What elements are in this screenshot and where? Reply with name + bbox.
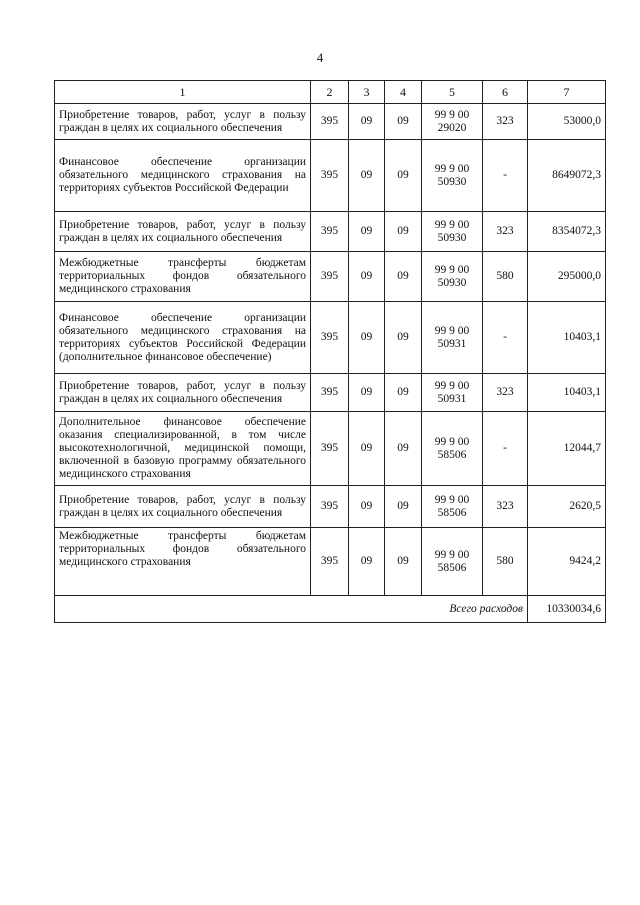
row-col4: 09 (385, 302, 422, 374)
row-col5 (422, 412, 483, 486)
header-cell: 1 (55, 81, 311, 104)
row-col2: 395 (311, 302, 349, 374)
row-col7: 12044,7 (528, 412, 606, 486)
row-name: Межбюджетные трансферты бюджетам территориальных фондов обязательного медицинского страхования (55, 252, 311, 302)
row-col3: 09 (349, 486, 385, 528)
row-col5 (422, 374, 483, 412)
row-col3: 09 (349, 412, 385, 486)
row-col6: - (483, 140, 528, 212)
row-col4: 09 (385, 412, 422, 486)
row-col7: 8354072,3 (528, 212, 606, 252)
row-col5 (422, 302, 483, 374)
row-col5-line1: 99 9 00 (434, 324, 470, 337)
table-row (55, 302, 606, 374)
table-row (55, 212, 606, 252)
row-col6: - (483, 302, 528, 374)
row-col5-line2: 58506 (437, 448, 467, 461)
row-col7: 53000,0 (528, 104, 606, 140)
row-name: Финансовое обеспечение организации обязательного медицинского страхования на территориях субъектов Российской Федерации (дополнительное финансовое обеспечение) (55, 302, 311, 374)
row-col2: 395 (311, 528, 349, 596)
row-col6: 323 (483, 212, 528, 252)
row-col5-line2: 29020 (437, 121, 467, 134)
row-col6: 323 (483, 374, 528, 412)
row-name: Приобретение товаров, работ, услуг в пользу граждан в целях их социального обеспечения (55, 374, 311, 412)
row-col5-line2: 50930 (437, 175, 467, 188)
row-col4: 09 (385, 528, 422, 596)
row-col6: 580 (483, 252, 528, 302)
header-cell: 4 (385, 81, 422, 104)
row-name: Финансовое обеспечение организации обязательного медицинского страхования на территориях субъектов Российской Федерации (55, 140, 311, 212)
row-col3: 09 (349, 140, 385, 212)
table-row (55, 104, 606, 140)
row-col3: 09 (349, 212, 385, 252)
row-col5 (422, 104, 483, 140)
header-cell: 7 (528, 81, 606, 104)
row-col3: 09 (349, 528, 385, 596)
page-number: 4 (316, 50, 324, 65)
row-col3: 09 (349, 374, 385, 412)
row-col6: 323 (483, 486, 528, 528)
row-col4: 09 (385, 212, 422, 252)
table-row (55, 528, 606, 596)
row-col4: 09 (385, 486, 422, 528)
row-col5 (422, 528, 483, 596)
total-value: 10330034,6 (528, 596, 606, 623)
row-col5-line1: 99 9 00 (434, 218, 470, 231)
total-row (55, 596, 606, 623)
row-col3: 09 (349, 104, 385, 140)
row-col2: 395 (311, 486, 349, 528)
row-col5-line2: 50931 (437, 392, 467, 405)
row-col7: 2620,5 (528, 486, 606, 528)
row-col3: 09 (349, 252, 385, 302)
row-col5 (422, 212, 483, 252)
row-col5 (422, 486, 483, 528)
budget-table (54, 80, 606, 623)
row-col5-line2: 50931 (437, 337, 467, 350)
row-col3: 09 (349, 302, 385, 374)
table-row (55, 412, 606, 486)
row-col5 (422, 252, 483, 302)
table-row (55, 486, 606, 528)
row-name: Дополнительное финансовое обеспечение оказания специализированной, в том числе высокотехнологичной, медицинской помощи, включенной в базовую программу обязательного медицинского страхования (55, 412, 311, 486)
row-col5-line1: 99 9 00 (434, 548, 470, 561)
row-col5-line2: 58506 (437, 506, 467, 519)
row-col4: 09 (385, 140, 422, 212)
row-col5 (422, 140, 483, 212)
row-col7: 295000,0 (528, 252, 606, 302)
row-col4: 09 (385, 252, 422, 302)
row-col2: 395 (311, 374, 349, 412)
row-col6: - (483, 412, 528, 486)
table-row (55, 140, 606, 212)
row-name: Приобретение товаров, работ, услуг в пользу граждан в целях их социального обеспечения (55, 104, 311, 140)
header-cell: 2 (311, 81, 349, 104)
row-col5-line1: 99 9 00 (434, 162, 470, 175)
row-col7: 8649072,3 (528, 140, 606, 212)
row-col5-line1: 99 9 00 (434, 379, 470, 392)
row-col2: 395 (311, 212, 349, 252)
row-col2: 395 (311, 104, 349, 140)
row-col7: 10403,1 (528, 302, 606, 374)
row-name: Межбюджетные трансферты бюджетам территориальных фондов обязательного медицинского страхования (55, 528, 311, 596)
row-col5-line1: 99 9 00 (434, 435, 470, 448)
row-name: Приобретение товаров, работ, услуг в пользу граждан в целях их социального обеспечения (55, 212, 311, 252)
row-col7: 10403,1 (528, 374, 606, 412)
row-col5-line2: 50930 (437, 276, 467, 289)
table-row (55, 374, 606, 412)
row-col2: 395 (311, 252, 349, 302)
row-col5-line1: 99 9 00 (434, 108, 470, 121)
header-cell: 5 (422, 81, 483, 104)
header-cell: 3 (349, 81, 385, 104)
table-header-row (55, 81, 606, 104)
row-col5-line1: 99 9 00 (434, 263, 470, 276)
row-col6: 323 (483, 104, 528, 140)
row-col7: 9424,2 (528, 528, 606, 596)
row-col5-line2: 50930 (437, 231, 467, 244)
row-col4: 09 (385, 374, 422, 412)
row-col6: 580 (483, 528, 528, 596)
row-name: Приобретение товаров, работ, услуг в пользу граждан в целях их социального обеспечения (55, 486, 311, 528)
total-label: Всего расходов (55, 596, 528, 623)
header-cell: 6 (483, 81, 528, 104)
row-col2: 395 (311, 140, 349, 212)
row-col4: 09 (385, 104, 422, 140)
table-row (55, 252, 606, 302)
row-col5-line1: 99 9 00 (434, 493, 470, 506)
row-col5-line2: 58506 (437, 561, 467, 574)
row-col2: 395 (311, 412, 349, 486)
